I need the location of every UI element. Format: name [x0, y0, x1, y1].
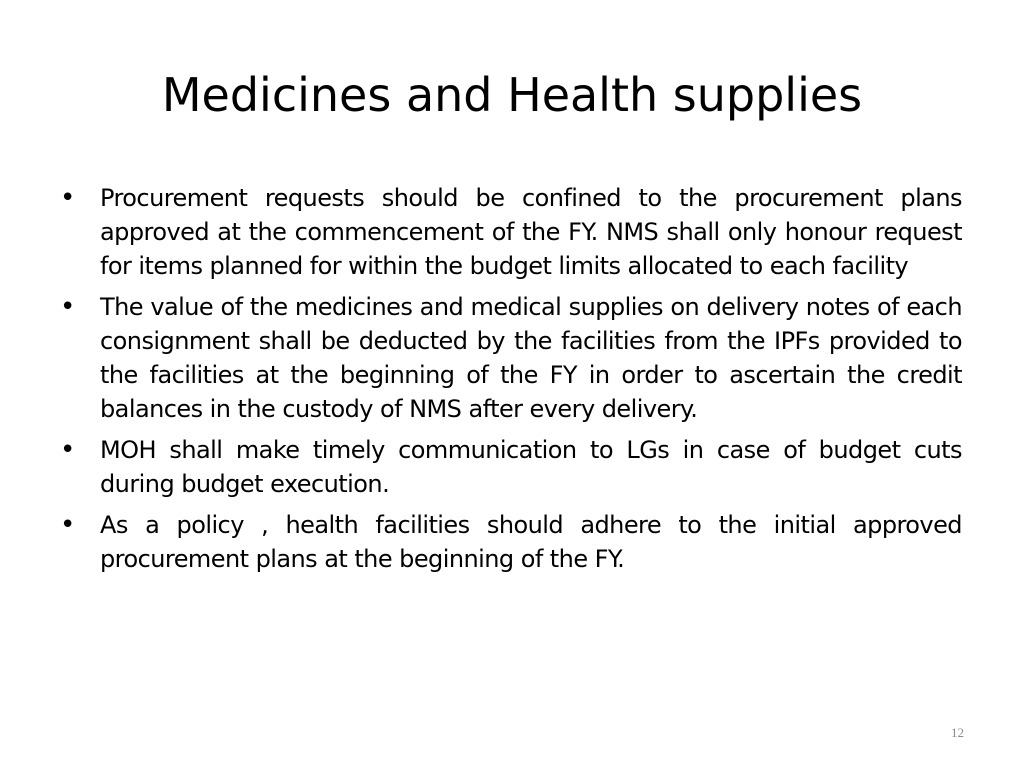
bullet-text: The value of the medicines and medical supplies on delivery notes of each consignment shall be deducted by the facilities from the IPFs provided to the facilities at the beginning of the FY in order to ascertain the credit balances in the custody of NMS after every delivery. — [100, 293, 962, 423]
bullet-marker-icon: • — [60, 292, 76, 322]
bullet-marker-icon: • — [60, 183, 76, 213]
bullet-item — [60, 433, 962, 501]
page-number: 12 — [951, 725, 964, 740]
bullet-marker-icon: • — [60, 435, 76, 465]
bullet-item — [60, 181, 962, 283]
bullet-marker-icon: • — [60, 510, 76, 540]
bullet-text: Procurement requests should be confined to the procurement plans approved at the commencement of the FY. NMS shall only honour request for items planned for within the budget limits allocated to each facility — [100, 184, 962, 280]
bullet-text: MOH shall make timely communication to LGs in case of budget cuts during budget execution. — [100, 436, 962, 498]
bullet-item — [60, 508, 962, 576]
bullet-list — [60, 181, 962, 583]
bullet-item — [60, 290, 962, 426]
bullet-text: As a policy , health facilities should adhere to the initial approved procurement plans at the beginning of the FY. — [100, 511, 962, 573]
slide-title: Medicines and Health supplies — [161, 68, 863, 122]
